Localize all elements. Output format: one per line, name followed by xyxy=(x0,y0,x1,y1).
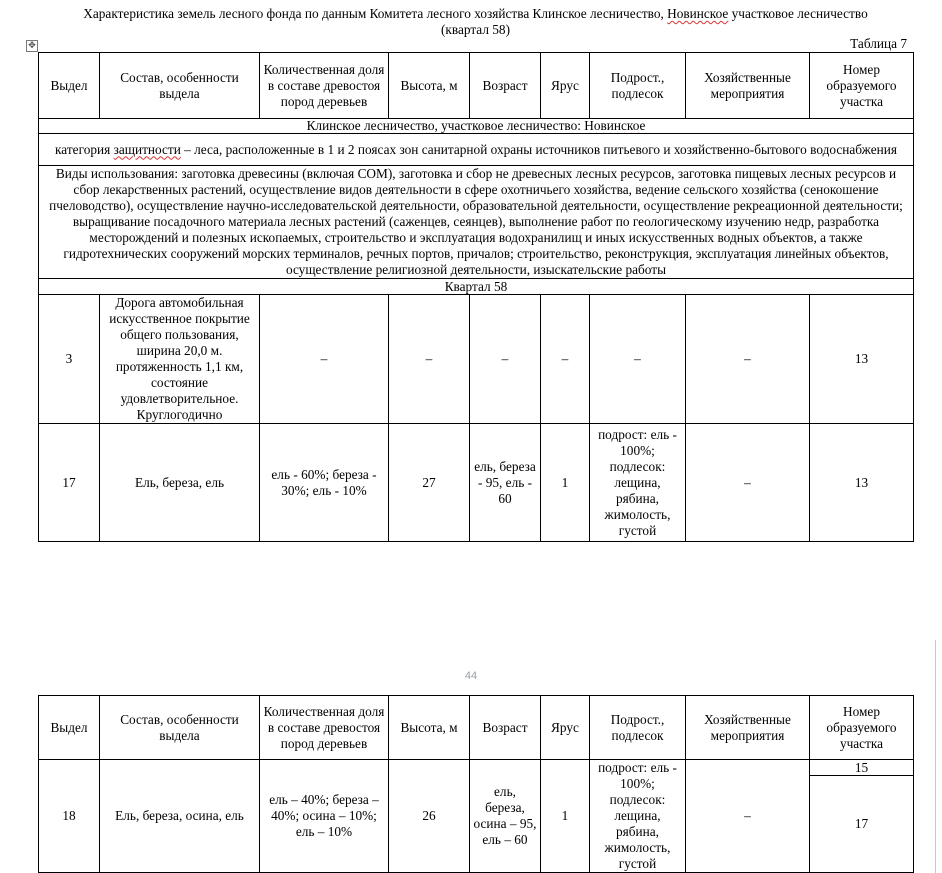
land-table-page1 xyxy=(38,52,914,542)
meropr-cell: – xyxy=(686,760,810,873)
height-cell: 26 xyxy=(389,760,470,873)
nomer-cell: 15 xyxy=(810,760,914,776)
age-cell: – xyxy=(470,295,541,424)
yarus-cell: 1 xyxy=(541,424,590,542)
yarus-cell: – xyxy=(541,295,590,424)
sostav-cell: Дорога автомобильная искусственное покрытие общего пользования, ширина 20,0 м. протяженность 1,1 км, состояние удовлетворительное. Круглогодично xyxy=(100,295,260,424)
page-edge-divider xyxy=(935,640,942,873)
dolya-cell: ель - 60%; береза - 30%; ель - 10% xyxy=(260,424,389,542)
table-header-row xyxy=(39,696,914,760)
header-cell: Количественная доля в составе древостоя пород деревьев xyxy=(260,696,389,760)
table-number: Таблица 7 xyxy=(850,36,907,51)
header-cell: Номер образуемого участка xyxy=(810,696,914,760)
forestry-row xyxy=(39,119,914,134)
category-row xyxy=(39,134,914,166)
quarter-cell: Квартал 58 xyxy=(39,279,914,295)
header-cell: Состав, особенности выдела xyxy=(100,53,260,119)
header-cell: Подрост., подлесок xyxy=(590,696,686,760)
document-title xyxy=(38,6,913,38)
category-suffix: – леса, расположенные в 1 и 2 поясах зон санитарной охраны источников питьевого и хозяйственно-бытового водоснабжения xyxy=(180,141,897,157)
age-cell: ель, береза, осина – 95, ель – 60 xyxy=(470,760,541,873)
dolya-cell: – xyxy=(260,295,389,424)
podrost-cell: – xyxy=(590,295,686,424)
header-cell: Состав, особенности выдела xyxy=(100,696,260,760)
header-cell: Количественная доля в составе древостоя пород деревьев xyxy=(260,53,389,119)
category-cell xyxy=(39,134,914,166)
title-prefix: Характеристика земель лесного фонда по данным Комитета лесного хозяйства Клинское лесничество, xyxy=(83,6,668,21)
title-suffix: участковое лесничество xyxy=(728,6,868,21)
usage-row xyxy=(39,166,914,279)
height-cell: – xyxy=(389,295,470,424)
quarter-row xyxy=(39,279,914,295)
header-cell: Ярус xyxy=(541,696,590,760)
title-underlined-word: Новинское xyxy=(667,6,729,21)
header-cell: Выдел xyxy=(39,696,100,760)
header-cell: Возраст xyxy=(470,53,541,119)
nomer-cell: 17 xyxy=(810,776,914,873)
table-row xyxy=(39,424,914,542)
usage-cell: Виды использования: заготовка древесины (включая СОМ), заготовка и сбор не древесных лесных ресурсов, заготовка пищевых лесных ресурсов и сбор лекарственных растений, осуществление видов деятельности в сфере охотничьего хозяйства, ведение сельского хозяйства (сенокошение пчеловодство), осуществление научно-исследовательской деятельности, образовательной деятельности, осуществление рекреационной деятельности; выращивание посадочного материала лесных растений (саженцев, сеянцев), выполнение работ по геологическому изучению недр, разработка месторождений и полезных ископаемых, строительство и эксплуатация водохранилищ и иных искусственных водных объектов, а также гидротехнических сооружений морских терминалов, речных портов, причалов; строительство, реконструкция, эксплуатация линейных объектов, осуществление религиозной деятельности, изыскательские работы xyxy=(39,166,914,279)
move-cross-icon[interactable]: ✥ xyxy=(26,40,38,52)
header-cell: Ярус xyxy=(541,53,590,119)
header-cell: Выдел xyxy=(39,53,100,119)
sostav-cell: Ель, береза, осина, ель xyxy=(100,760,260,873)
land-table-page2 xyxy=(38,695,914,873)
nomer-cell: 13 xyxy=(810,424,914,542)
meropr-cell: – xyxy=(686,424,810,542)
header-cell: Хозяйственные мероприятия xyxy=(686,696,810,760)
nomer-cell: 13 xyxy=(810,295,914,424)
header-cell: Номер образуемого участка xyxy=(810,53,914,119)
header-cell: Хозяйственные мероприятия xyxy=(686,53,810,119)
page-number: 44 xyxy=(464,670,478,682)
podrost-cell: подрост: ель - 100%; подлесок: лещина, рябина, жимолость, густой xyxy=(590,424,686,542)
vydel-cell: 17 xyxy=(39,424,100,542)
table-row xyxy=(39,295,914,424)
table-row xyxy=(39,760,914,776)
header-cell: Подрост., подлесок xyxy=(590,53,686,119)
dolya-cell: ель – 40%; береза – 40%; осина – 10%; ель – 10% xyxy=(260,760,389,873)
header-cell: Высота, м xyxy=(389,696,470,760)
category-prefix: категория xyxy=(55,141,114,157)
forestry-underlined: Новинское xyxy=(584,118,646,133)
age-cell: ель, береза - 95, ель - 60 xyxy=(470,424,541,542)
sostav-cell: Ель, береза, ель xyxy=(100,424,260,542)
forestry-cell xyxy=(39,119,914,134)
height-cell: 27 xyxy=(389,424,470,542)
meropr-cell: – xyxy=(686,295,810,424)
category-underlined: защитности xyxy=(113,141,181,157)
forestry-prefix: Клинское лесничество, участковое лесничество: xyxy=(306,118,585,133)
podrost-cell: подрост: ель - 100%; подлесок: лещина, рябина, жимолость, густой xyxy=(590,760,686,873)
vydel-cell: 3 xyxy=(39,295,100,424)
header-cell: Возраст xyxy=(470,696,541,760)
vydel-cell: 18 xyxy=(39,760,100,873)
table-header-row xyxy=(39,53,914,119)
title-line2: (квартал 58) xyxy=(440,22,511,37)
yarus-cell: 1 xyxy=(541,760,590,873)
header-cell: Высота, м xyxy=(389,53,470,119)
